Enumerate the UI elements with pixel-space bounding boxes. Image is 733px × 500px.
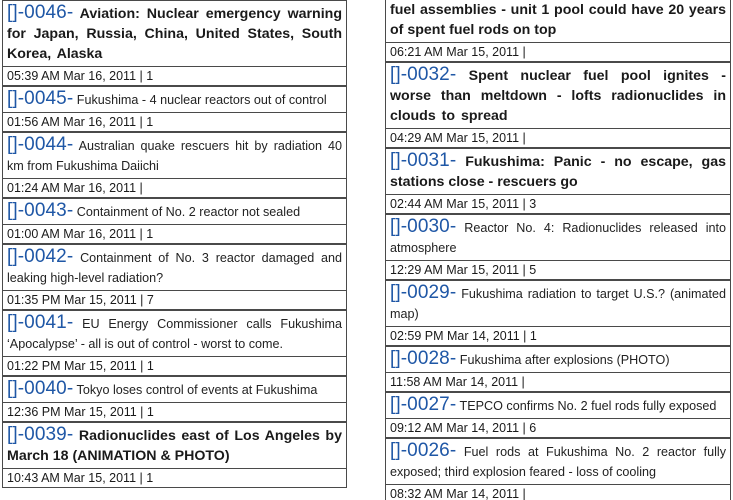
list-item: [2, 86, 347, 132]
entry-meta: 12:29 AM Mar 15, 2011 | 5: [385, 260, 731, 280]
left-column: [2, 0, 347, 488]
entry-title: [385, 214, 731, 260]
entry-title: [385, 0, 731, 42]
entry-title: [385, 438, 731, 484]
entry-headline[interactable]: Fukushima: Panic - no escape, gas stations close - rescuers go: [390, 154, 726, 190]
entry-link[interactable]: []-0042-: [7, 246, 74, 267]
list-item: [385, 0, 731, 62]
entry-headline[interactable]: Containment of No. 2 reactor not sealed: [73, 205, 301, 219]
entry-headline[interactable]: TEPCO confirms No. 2 fuel rods fully exposed: [456, 399, 717, 413]
entry-headline[interactable]: Fukushima radiation to target U.S.? (animated map): [390, 287, 726, 321]
entry-meta: 06:21 AM Mar 15, 2011 |: [385, 42, 731, 62]
entry-headline[interactable]: Australian quake rescuers hit by radiation 40 km from Fukushima Daiichi: [7, 139, 342, 173]
entry-meta: 09:12 AM Mar 14, 2011 | 6: [385, 418, 731, 438]
entry-headline[interactable]: Fukushima - 4 nuclear reactors out of control: [73, 93, 327, 107]
entry-headline[interactable]: Containment of No. 3 reactor damaged and leaking high-level radiation?: [7, 251, 342, 285]
entry-meta: 10:43 AM Mar 15, 2011 | 1: [2, 468, 347, 488]
list-item: [2, 0, 347, 86]
entry-title: [2, 86, 347, 112]
list-item: [385, 280, 731, 346]
entry-meta: 02:44 AM Mar 15, 2011 | 3: [385, 194, 731, 214]
entry-headline[interactable]: Spent nuclear fuel pool ignites - worse than meltdown - lofts radionuclides in clouds to spread: [390, 68, 726, 124]
list-item: [2, 422, 347, 488]
list-item: [385, 62, 731, 148]
entry-headline[interactable]: EU Energy Commissioner calls Fukushima ‘Apocalypse’ - all is out of control - worst to come.: [7, 317, 342, 351]
entry-link[interactable]: []-0046-: [7, 2, 74, 23]
entry-title: [2, 132, 347, 178]
list-item: [2, 132, 347, 198]
entry-link[interactable]: []-0026-: [390, 440, 457, 461]
entry-link[interactable]: []-0040-: [7, 378, 74, 399]
entry-title: [385, 62, 731, 128]
entry-meta: 05:39 AM Mar 16, 2011 | 1: [2, 66, 347, 86]
entry-title: [2, 0, 347, 66]
entry-title: [2, 198, 347, 224]
entry-title: [2, 376, 347, 402]
right-column: [385, 0, 731, 500]
entry-meta: 12:36 PM Mar 15, 2011 | 1: [2, 402, 347, 422]
entry-title: [385, 392, 731, 418]
entry-headline[interactable]: Fuel rods at Fukushima No. 2 reactor fully exposed; third explosion feared - loss of cooling: [390, 445, 726, 479]
entry-link[interactable]: []-0041-: [7, 312, 74, 333]
entry-link[interactable]: []-0030-: [390, 216, 457, 237]
entry-link[interactable]: []-0027-: [390, 394, 457, 415]
list-item: [385, 392, 731, 438]
entry-title: [385, 280, 731, 326]
entry-headline[interactable]: Radionuclides east of Los Angeles by March 18 (ANIMATION & PHOTO): [7, 428, 342, 464]
entry-title: [2, 422, 347, 468]
entry-title: [2, 310, 347, 356]
list-item: [2, 244, 347, 310]
entry-meta: 01:35 PM Mar 15, 2011 | 7: [2, 290, 347, 310]
entry-meta: 01:56 AM Mar 16, 2011 | 1: [2, 112, 347, 132]
entry-link[interactable]: []-0032-: [390, 64, 457, 85]
list-item: [385, 148, 731, 214]
entry-title: [385, 148, 731, 194]
entry-link[interactable]: []-0031-: [390, 150, 457, 171]
entry-headline[interactable]: Reactor No. 4: Radionuclides released into atmosphere: [390, 221, 726, 255]
entry-link[interactable]: []-0045-: [7, 88, 74, 109]
entry-meta: 01:24 AM Mar 16, 2011 |: [2, 178, 347, 198]
list-item: [2, 310, 347, 376]
entry-link[interactable]: []-0029-: [390, 282, 457, 303]
entry-title: [2, 244, 347, 290]
entry-title: [385, 346, 731, 372]
entry-link[interactable]: []-0043-: [7, 200, 74, 221]
entry-meta: 11:58 AM Mar 14, 2011 |: [385, 372, 731, 392]
entry-headline[interactable]: Fukushima after explosions (PHOTO): [456, 353, 670, 367]
entry-headline-continued[interactable]: fuel assemblies - unit 1 pool could have 20 years of spent fuel rods on top: [390, 2, 726, 38]
list-item: [2, 198, 347, 244]
list-item: [2, 376, 347, 422]
entry-link[interactable]: []-0028-: [390, 348, 457, 369]
entry-headline[interactable]: Tokyo loses control of events at Fukushima: [73, 383, 318, 397]
entry-meta: 01:22 PM Mar 15, 2011 | 1: [2, 356, 347, 376]
entry-meta: 08:32 AM Mar 14, 2011 |: [385, 484, 731, 500]
entry-headline[interactable]: Aviation: Nuclear emergency warning for Japan, Russia, China, United States, South Korea, Alaska: [7, 6, 342, 62]
entry-link[interactable]: []-0044-: [7, 134, 74, 155]
entry-meta: 04:29 AM Mar 15, 2011 |: [385, 128, 731, 148]
list-item: [385, 346, 731, 392]
entry-meta: 02:59 PM Mar 14, 2011 | 1: [385, 326, 731, 346]
list-item: [385, 438, 731, 500]
entry-meta: 01:00 AM Mar 16, 2011 | 1: [2, 224, 347, 244]
list-item: [385, 214, 731, 280]
entry-link[interactable]: []-0039-: [7, 424, 74, 445]
